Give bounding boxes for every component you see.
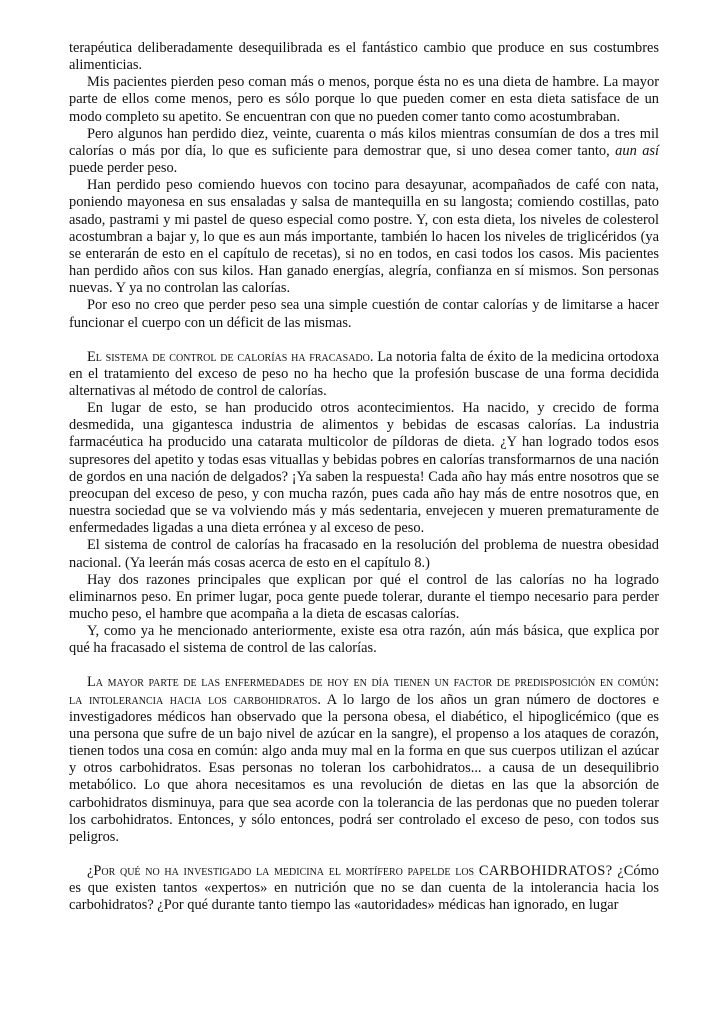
paragraph: Hay dos razones principales que explican por qué el control de las calorías no ha logrado eliminarnos peso. En primer lugar, poca gente puede tolerar, durante el tiempo necesario para perder mucho peso, el hambre que acompaña a la dieta de escasas calorías.: [69, 571, 659, 622]
paragraph: En lugar de esto, se han producido otros acontecimientos. Ha nacido, y crecido de forma desmedida, una gigantesca industria de alimentos y bebidas de escasas calorías. La industria farmacéutica ha producido una catarata multicolor de píldoras de dieta. ¿Y han logrado todos esos supresores del apetito y todas esas vituallas y bebidas pobres en calorías transformarnos de una nación de gordos en una nación de delgados? ¡Ya saben la respuesta! Cada año hay más entre nosotros que se preocupan del exceso de peso, y con mucha razón, pues cada año hay más de entre nosotros que, en nuestra sociedad que se va volviendo más y más sedentaria, envejecen y mueren prematuramente de enfermedades ligadas a una dieta errónea y al exceso de peso.: [69, 400, 659, 537]
section-gap: [69, 657, 659, 674]
paragraph-text: puede perder peso.: [69, 160, 178, 177]
paragraph: Y, como ya he mencionado anteriormente, existe esa otra razón, aún más básica, que explica por qué ha fracasado el sistema de control de las calorías.: [69, 623, 659, 657]
section-heading: ¿Por qué no ha investigado la medicina el mortífero papelde los: [87, 863, 475, 880]
paragraph-text: La notoria falta de éxito de la medicina ortodoxa en el tratamiento del exceso de peso no ha hecho que la profesión buscase de una forma decidida alternativas al método de control de calorías.: [69, 348, 659, 399]
paragraph: [69, 863, 659, 914]
section-heading: El sistema de control de calorías ha fracasado.: [87, 348, 374, 365]
paragraph: [69, 674, 659, 846]
emphasis-text: aun así: [615, 142, 659, 159]
paragraph: Han perdido peso comiendo huevos con tocino para desayunar, acompañados de café con nata, poniendo mayonesa en sus ensaladas y salsa de mantequilla en su langosta; comiendo costillas, pato asado, pastrami y mi pastel de queso especial como postre. Y, con esta dieta, los niveles de colesterol acostumbran a bajar y, lo que es aun más importante, también lo hacen los niveles de triglicéridos (ya se enterarán de esto en el capítulo de recetas), si no en todos, en casi todos los casos. Mis pacientes han perdido años con sus kilos. Han ganado energías, alegría, confianza en sí mismos. Son personas nuevas. Y ya no controlan las calorías.: [69, 177, 659, 297]
paragraph-text: A lo largo de los años un gran número de doctores e investigadores médicos han observado que la persona obesa, el diabético, el hipoglicémico (que es una persona que sufre de un bajo nivel de azúcar en la sangre), el propenso a los ataques de corazón, tienen todos una cosa en común: algo anda muy mal en la forma en que sus cuerpos utilizan el azúcar y otros carbohidratos. Esas personas no toleran los carbohidratos... a causa de un desequilibrio metabólico. Lo que ahora necesitamos es una revolución de dietas en las que la absorción de carbohidratos disminuya, para que sea acorde con la tolerancia de las perdonas que no pueden tolerar los carbohidratos. Entonces, y sólo entonces, podrá ser controlado el exceso de peso, con todos sus peligros.: [69, 691, 659, 845]
section-gap: [69, 332, 659, 349]
section-heading: CARBOHIDRATOS?: [478, 863, 613, 880]
paragraph-text: ¿Cómo es que existen tantos «expertos» en nutrición que no se dan cuenta de la intolerancia hacia los carbohidratos? ¿Por qué durante tanto tiempo las «autoridades» médicas han ignorado, en lugar: [69, 863, 659, 914]
paragraph: terapéutica deliberadamente desequilibrada es el fantástico cambio que produce en sus costumbres alimenticias.: [69, 40, 659, 74]
paragraph-text: Pero algunos han perdido diez, veinte, cuarenta o más kilos mientras consumían de dos a tres mil calorías o más por día, lo que es suficiente para demostrar que, si uno desea comer tanto,: [69, 125, 659, 159]
paragraph: Mis pacientes pierden peso coman más o menos, porque ésta no es una dieta de hambre. La mayor parte de ellos come menos, pero es sólo porque lo que pueden comer en esta dieta satisface de un modo completo su apetito. Se encuentran con que no pueden comer tanto como acostumbraban.: [69, 74, 659, 125]
section-heading: La mayor parte de las enfermedades de hoy en día tienen un factor de predisposición en común: la intolerancia hacia los carbohidratos.: [69, 674, 659, 708]
paragraph: El sistema de control de calorías ha fracasado en la resolución del problema de nuestra obesidad nacional. (Ya leerán más cosas acerca de esto en el capítulo 8.): [69, 537, 659, 571]
paragraph: [69, 349, 659, 400]
paragraph: [69, 126, 659, 177]
paragraph: Por eso no creo que perder peso sea una simple cuestión de contar calorías y de limitarse a hacer funcionar el cuerpo con un déficit de las mismas.: [69, 297, 659, 331]
section-gap: [69, 846, 659, 863]
